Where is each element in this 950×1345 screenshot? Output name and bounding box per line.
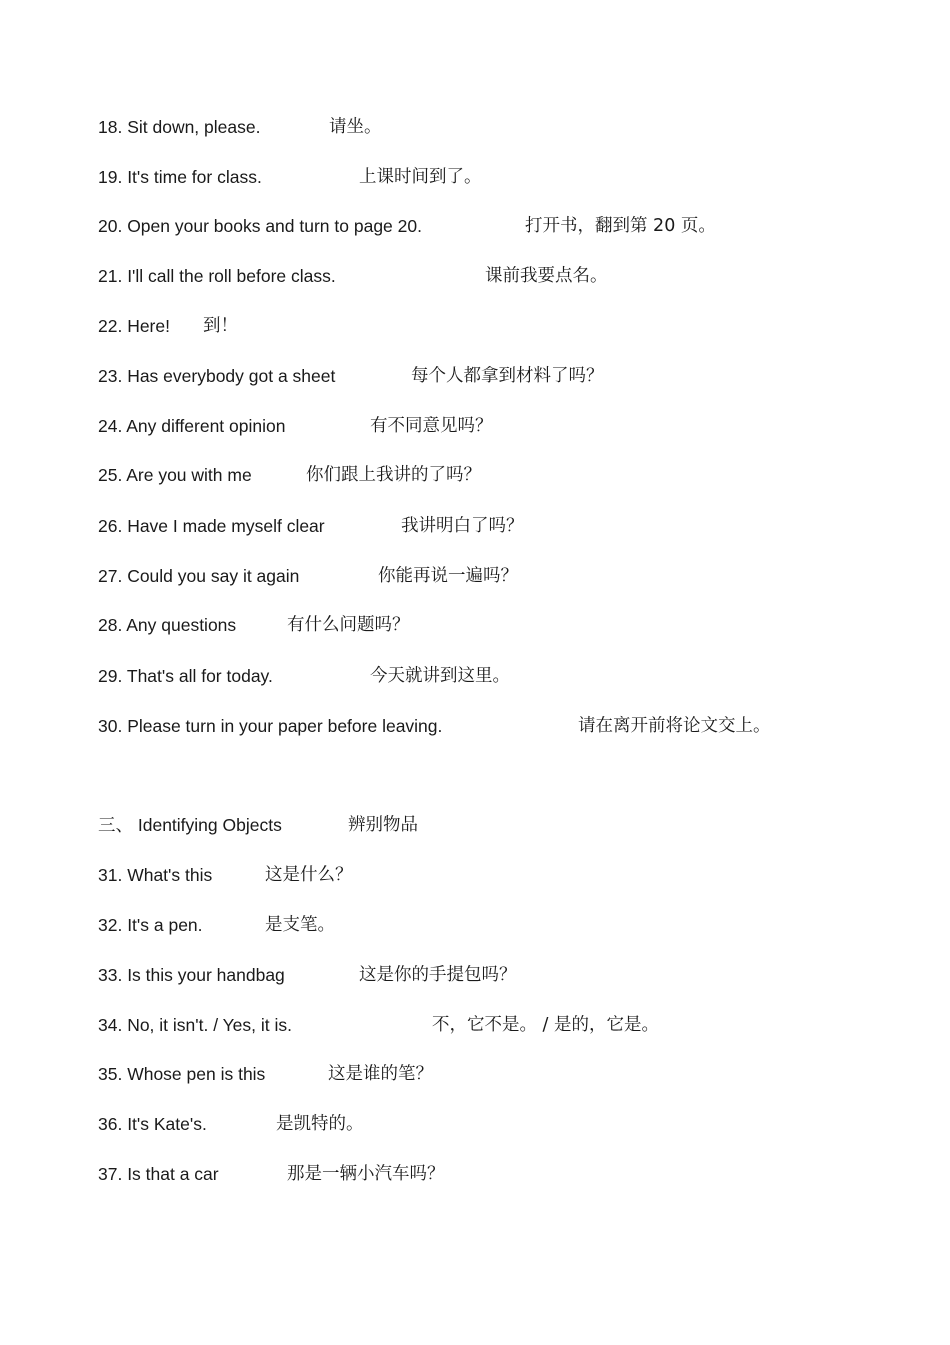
english-phrase: 24. Any different opinion bbox=[98, 416, 286, 436]
chinese-translation: 课前我要点名。 bbox=[485, 266, 608, 286]
english-phrase: 36. It's Kate's. bbox=[98, 1114, 207, 1134]
chinese-translation: 到！ bbox=[203, 316, 238, 336]
english-phrase: 20. Open your books and turn to page 20. bbox=[98, 216, 422, 236]
english-phrase: 31. What's this bbox=[98, 865, 213, 885]
chinese-translation: 是支笔。 bbox=[265, 915, 335, 935]
chinese-translation: 请坐。 bbox=[329, 117, 382, 137]
chinese-translation: 是凯特的。 bbox=[276, 1114, 364, 1134]
chinese-translation: 不，它不是。 / 是的，它是。 bbox=[432, 1015, 660, 1035]
chinese-translation: 你能再说一遍吗？ bbox=[378, 566, 518, 586]
english-phrase: 27. Could you say it again bbox=[98, 566, 300, 586]
english-phrase: 26. Have I made myself clear bbox=[98, 516, 325, 536]
chinese-translation: 请在离开前将论文交上。 bbox=[578, 716, 771, 736]
chinese-translation: 今天就讲到这里。 bbox=[370, 666, 510, 686]
english-phrase: 30. Please turn in your paper before leaving. bbox=[98, 716, 443, 736]
chinese-translation: 每个人都拿到材料了吗？ bbox=[411, 366, 604, 386]
english-phrase: 34. No, it isn't. / Yes, it is. bbox=[98, 1015, 292, 1035]
chinese-translation: 有什么问题吗？ bbox=[287, 615, 410, 635]
chinese-translation: 那是一辆小汽车吗？ bbox=[287, 1164, 445, 1184]
english-phrase: 37. Is that a car bbox=[98, 1164, 219, 1184]
english-phrase: 33. Is this your handbag bbox=[98, 965, 285, 985]
section-title-english: 三、 Identifying Objects bbox=[98, 815, 282, 835]
english-phrase: 22. Here! bbox=[98, 316, 170, 336]
chinese-translation: 打开书，翻到第 20 页。 bbox=[525, 216, 716, 236]
chinese-translation: 我讲明白了吗？ bbox=[401, 516, 524, 536]
english-phrase: 35. Whose pen is this bbox=[98, 1064, 266, 1084]
english-phrase: 18. Sit down, please. bbox=[98, 117, 261, 137]
english-phrase: 29. That's all for today. bbox=[98, 666, 273, 686]
chinese-translation: 你们跟上我讲的了吗？ bbox=[306, 465, 481, 485]
english-phrase: 32. It's a pen. bbox=[98, 915, 203, 935]
chinese-translation: 这是谁的笔？ bbox=[328, 1064, 433, 1084]
english-phrase: 21. I'll call the roll before class. bbox=[98, 266, 336, 286]
chinese-translation: 有不同意见吗？ bbox=[370, 416, 493, 436]
chinese-translation: 这是你的手提包吗？ bbox=[359, 965, 517, 985]
chinese-translation: 上课时间到了。 bbox=[359, 167, 482, 187]
section-title-chinese: 辨别物品 bbox=[348, 815, 418, 835]
english-phrase: 23. Has everybody got a sheet bbox=[98, 366, 336, 386]
english-phrase: 28. Any questions bbox=[98, 615, 237, 635]
english-phrase: 19. It's time for class. bbox=[98, 167, 262, 187]
english-phrase: 25. Are you with me bbox=[98, 465, 252, 485]
chinese-translation: 这是什么？ bbox=[265, 865, 353, 885]
